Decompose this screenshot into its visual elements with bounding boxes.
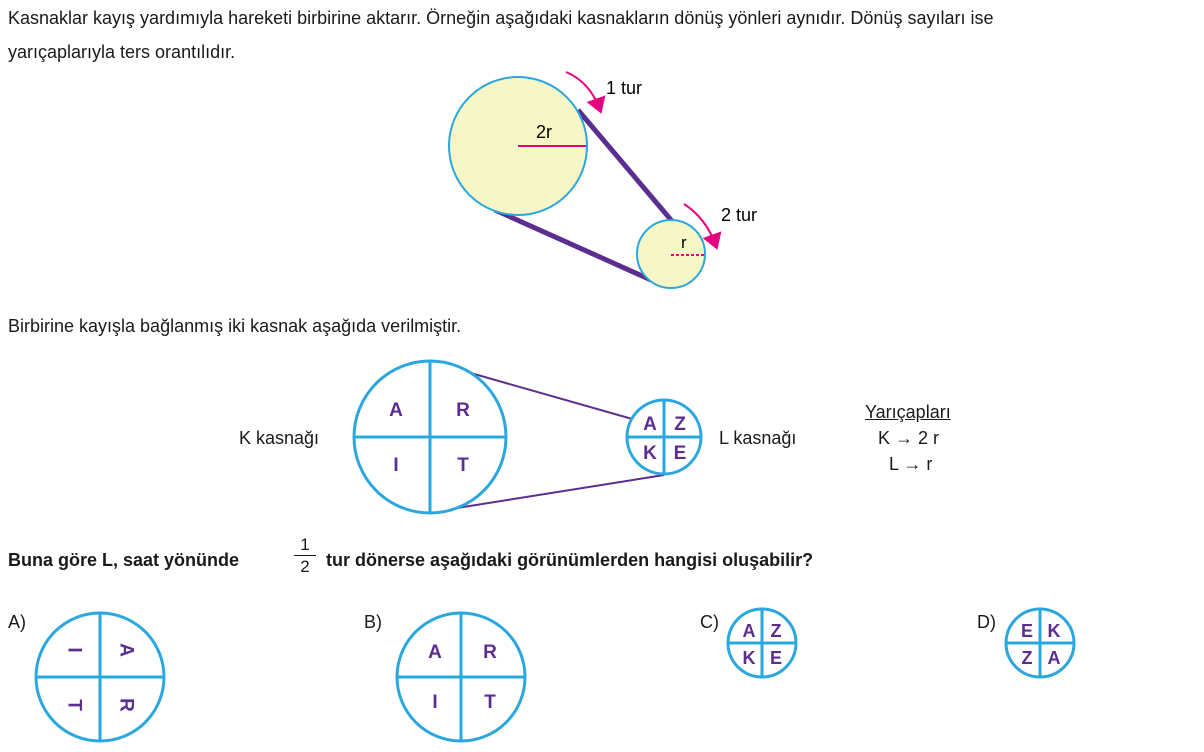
fraction-denominator: 2 <box>300 557 310 576</box>
option-d-letter-br: A <box>1047 648 1061 668</box>
intro-line-1: Kasnaklar kayış yardımıyla hareketi birbirine aktarır. Örneğin aşağıdaki kasnakların dönüş yönleri aynıdır. Dönüş sayıları ise <box>8 8 994 28</box>
example-big-radius-label: 2r <box>536 122 553 142</box>
question-prefix: Buna göre L, saat yönünde <box>8 550 240 570</box>
option-b-letter-tr: R <box>483 642 497 663</box>
l-letter-bl: K <box>643 443 657 464</box>
question-suffix: tur dönerse aşağıdaki görünümlerden hangisi oluşabilir? <box>326 550 814 570</box>
k-letter-bl: I <box>393 455 399 476</box>
option-a-letter-br: R <box>115 698 137 712</box>
option-c-letter-br: E <box>769 648 783 668</box>
radii-title: Yarıçapları <box>865 402 951 422</box>
option-a-letter-bl: T <box>63 699 85 711</box>
option-c-letter-bl: K <box>742 648 756 668</box>
k-letter-tr: R <box>456 400 470 421</box>
k-letter-br: T <box>457 455 469 476</box>
option-c-letter-tl: A <box>742 621 756 641</box>
option-b-letter-bl: I <box>432 692 438 713</box>
l-letter-br: E <box>673 443 687 464</box>
option-a-label[interactable]: A) <box>8 612 26 632</box>
given-text: Birbirine kayışla bağlanmış iki kasnak aşağıda verilmiştir. <box>8 316 462 336</box>
intro-line-2: yarıçaplarıyla ters orantılıdır. <box>8 42 236 62</box>
option-b-letter-tl: A <box>428 642 442 663</box>
l-pulley-label: L kasnağı <box>719 428 797 448</box>
option-b-letter-br: T <box>484 692 496 713</box>
option-c-pulley[interactable] <box>728 609 796 677</box>
option-d-pulley[interactable] <box>1006 609 1074 677</box>
option-d-letter-tl: E <box>1020 621 1034 641</box>
radii-k: K → 2 r <box>878 428 940 448</box>
option-d-label[interactable]: D) <box>977 612 996 632</box>
option-a-letter-tr: A <box>115 643 137 657</box>
l-letter-tl: A <box>643 414 657 435</box>
fraction-numerator: 1 <box>294 534 316 556</box>
option-c-label[interactable]: C) <box>700 612 719 632</box>
example-small-turns-label: 2 tur <box>721 205 758 225</box>
k-pulley-label: K kasnağı <box>239 428 320 448</box>
radii-l: L → r <box>889 454 933 474</box>
option-d-letter-tr: K <box>1047 621 1061 641</box>
option-a-pulley[interactable] <box>36 613 164 741</box>
option-c-letter-tr: Z <box>770 621 782 641</box>
option-d-letter-bl: Z <box>1021 648 1033 668</box>
k-letter-tl: A <box>389 400 403 421</box>
option-a-letter-tl: I <box>63 647 85 653</box>
example-big-turns-label: 1 tur <box>606 78 643 98</box>
option-b-label[interactable]: B) <box>364 612 382 632</box>
l-letter-tr: Z <box>674 414 686 435</box>
example-small-radius-label: r <box>681 233 687 252</box>
option-b-pulley[interactable] <box>397 613 525 741</box>
